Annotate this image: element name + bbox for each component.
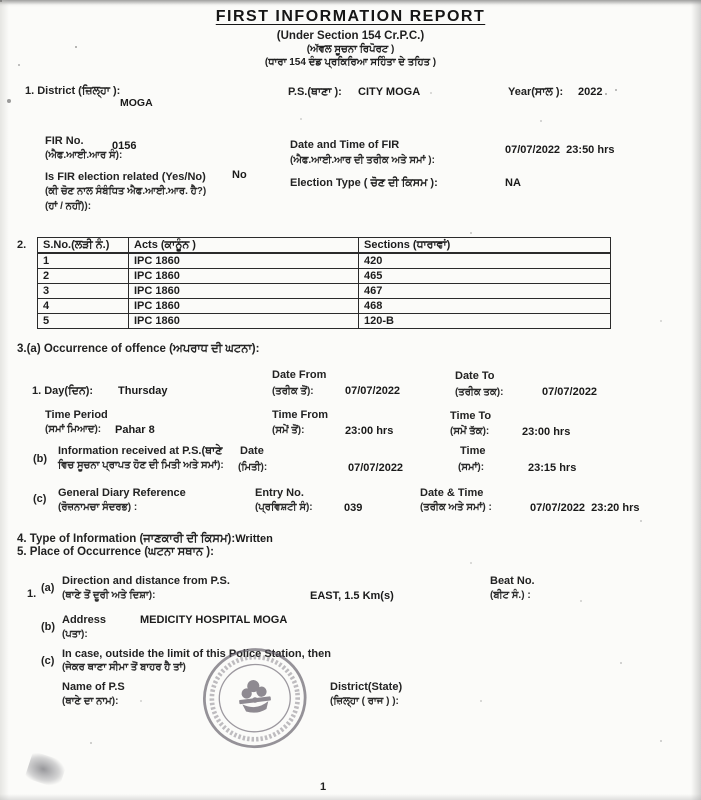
election-related-label-en: Is FIR election related (Yes/No) (45, 171, 206, 183)
address-label-pa: (ਪਤਾ): (62, 629, 88, 640)
district-label: 1. District (ਜ਼ਿਲ੍ਹਾ ): (25, 85, 121, 97)
cell-sno: 5 (38, 314, 129, 329)
cell-section: 420 (359, 253, 611, 269)
date-to-label-en: Date To (455, 370, 495, 382)
document-subtitle-pa2: (ਧਾਰਾ 154 ਦੰਡ ਪ੍ਰਕਿਰਿਆ ਸਹਿੰਤਾ ਦੇ ਤਹਿਤ ) (264, 57, 437, 68)
ps-name-label-pa: (ਥਾਣੇ ਦਾ ਨਾਮ): (62, 696, 119, 707)
cell-act: IPC 1860 (129, 299, 359, 314)
occurrence-heading: 3.(a) Occurrence of offence (ਅਪਰਾਧ ਦੀ ਘਟਨਾ): (17, 343, 260, 355)
gd-datetime-label-en: Date & Time (420, 487, 484, 499)
info-time-label-en: Time (460, 445, 486, 457)
table-row (38, 284, 611, 299)
outside-limit-label-en: In case, outside the limit of this Police Station, then (62, 648, 331, 660)
document-subtitle-pa1: (ਅੱਵਲ ਸੂਚਨਾ ਰਿਪੋਰਟ ) (306, 44, 395, 55)
day-value: Thursday (118, 385, 168, 397)
cell-sno: 4 (38, 299, 129, 314)
fir-datetime-value: 07/07/2022 23:50 hrs (505, 144, 615, 156)
type-of-information-row (17, 529, 273, 547)
time-period-value: Pahar 8 (115, 424, 155, 436)
document-title: FIRST INFORMATION REPORT (215, 8, 486, 25)
beat-no-label-en: Beat No. (490, 575, 535, 587)
fir-no-value: 0156 (112, 140, 137, 152)
type-of-information-label: 4. Type of Information (ਜਾਣਕਾਰੀ ਦੀ ਕਿਸਮ): (17, 533, 236, 545)
place-b-tag: (b) (41, 621, 56, 633)
gd-datetime-value: 07/07/2022 23:20 hrs (530, 502, 640, 514)
table-header-row (38, 238, 611, 254)
district-state-label-en: District(State) (330, 681, 403, 693)
ps-label: P.S.(ਥਾਣਾ ): (288, 86, 342, 98)
place-a-tag: (a) (41, 582, 55, 594)
entry-no-value: 039 (344, 502, 363, 514)
election-related-value: No (232, 169, 247, 181)
election-type-label: Election Type ( ਚੋਣ ਦੀ ਕਿਸਮ ): (290, 177, 438, 189)
cell-act: IPC 1860 (129, 253, 359, 269)
election-related-label-pa: (ਕੀ ਚੋਣ ਨਾਲ ਸੰਬੰਧਿਤ ਐਫ.ਆਈ.ਆਰ. ਹੈ?) (45, 186, 207, 197)
info-received-tag: (b) (33, 453, 48, 465)
scan-edge-top (0, 0, 701, 7)
cell-section: 467 (359, 284, 611, 299)
fir-datetime-label-en: Date and Time of FIR (290, 139, 400, 151)
cell-sno: 3 (38, 284, 129, 299)
cell-section: 468 (359, 299, 611, 314)
day-label: 1. Day(ਦਿਨ): (32, 385, 94, 397)
time-from-label-pa: (ਸਮੇਂ ਤੋਂ): (272, 425, 305, 436)
time-period-label-pa: (ਸਮਾਂ ਮਿਆਦ): (45, 424, 102, 435)
cell-act: IPC 1860 (129, 269, 359, 284)
header-sections: Sections (ਧਾਰਾਵਾਂ) (359, 238, 611, 254)
cell-sno: 1 (38, 253, 129, 269)
scan-edge-left (0, 0, 9, 800)
address-label-en: Address (62, 614, 107, 626)
direction-label-pa: (ਥਾਣੇ ਤੋਂ ਦੂਰੀ ਅਤੇ ਦਿਸ਼ਾ): (62, 590, 156, 601)
place-heading: 5. Place of Occurrence (ਘਟਨਾ ਸਥਾਨ ): (17, 546, 214, 558)
official-round-stamp-ashoka-emblem-icon (190, 637, 321, 763)
header-acts: Acts (ਕਾਨੂੰਨ ) (129, 238, 359, 254)
info-received-label-en: Information received at P.S.(ਥਾਣੇ (58, 445, 223, 457)
ps-name-label-en: Name of P.S (62, 681, 125, 693)
scan-noise-speckles (0, 0, 2, 2)
acts-sections-table (37, 237, 611, 329)
place-item-number: 1. (27, 588, 37, 600)
scan-edge-bottom (0, 794, 701, 800)
place-c-tag: (c) (41, 655, 55, 667)
fir-no-label-pa: (ਐਫ.ਆਈ.ਆਰ ਸੰ): (45, 150, 123, 161)
type-of-information-value: Written (235, 533, 273, 545)
date-to-value: 07/07/2022 (542, 386, 598, 398)
gd-ref-label-pa: (ਰੋਜ਼ਨਾਮਚਾ ਸੰਦਰਭ) : (58, 502, 138, 513)
year-label: Year(ਸਾਲ ): (508, 86, 564, 98)
info-time-label-pa: (ਸਮਾਂ): (458, 462, 485, 473)
info-time-value: 23:15 hrs (528, 462, 577, 474)
election-type-value: NA (505, 177, 521, 189)
fir-datetime-label-pa: (ਐਫ.ਆਈ.ਆਰ ਦੀ ਤਰੀਕ ਅਤੇ ਸਮਾਂ ): (290, 155, 435, 166)
district-value: MOGA (120, 97, 153, 109)
outside-limit-label-pa: (ਜੇਕਰ ਥਾਣਾ ਸੀਮਾ ਤੋਂ ਬਾਹਰ ਹੈ ਤਾਂ) (62, 662, 186, 673)
time-from-value: 23:00 hrs (345, 425, 394, 437)
gd-datetime-label-pa: (ਤਰੀਕ ਅਤੇ ਸਮਾਂ) : (420, 502, 492, 513)
info-date-value: 07/07/2022 (348, 462, 404, 474)
table-row (38, 314, 611, 329)
fir-no-label-en: FIR No. (45, 135, 84, 147)
page-number: 1 (320, 781, 327, 793)
gd-ref-label-en: General Diary Reference (58, 487, 186, 499)
ps-value: CITY MOGA (358, 86, 421, 98)
entry-no-label-pa: (ਪ੍ਰਵਿਸ਼ਟੀ ਸੰ): (255, 502, 313, 513)
table-row (38, 269, 611, 284)
table-row (38, 299, 611, 314)
info-date-label-pa: (ਮਿਤੀ): (238, 462, 268, 473)
entry-no-label-en: Entry No. (255, 487, 304, 499)
date-from-label-pa: (ਤਰੀਕ ਤੋਂ): (272, 386, 314, 397)
info-date-label-en: Date (240, 445, 264, 457)
cell-section: 465 (359, 269, 611, 284)
ink-smudge (25, 751, 68, 789)
election-related-yesno-label: (ਹਾਂ / ਨਹੀਂ)): (45, 201, 92, 212)
date-from-label-en: Date From (272, 369, 327, 381)
direction-value: EAST, 1.5 Km(s) (310, 590, 394, 602)
cell-section: 120-B (359, 314, 611, 329)
acts-section-number: 2. (17, 239, 27, 251)
cell-act: IPC 1860 (129, 284, 359, 299)
date-from-value: 07/07/2022 (345, 385, 401, 397)
cell-sno: 2 (38, 269, 129, 284)
district-state-label-pa: (ਜ਼ਿਲ੍ਹਾ ( ਰਾਜ ) ): (330, 696, 399, 707)
table-row (38, 253, 611, 269)
gd-ref-tag: (c) (33, 493, 47, 505)
year-value: 2022 (578, 86, 603, 98)
direction-label-en: Direction and distance from P.S. (62, 575, 230, 587)
time-from-label-en: Time From (272, 409, 329, 421)
date-to-label-pa: (ਤਰੀਕ ਤਕ): (455, 387, 504, 398)
cell-act: IPC 1860 (129, 314, 359, 329)
time-to-label-pa: (ਸਮੇਂ ਤੱਕ): (450, 426, 490, 437)
time-to-value: 23:00 hrs (522, 426, 571, 438)
document-subtitle-en: (Under Section 154 Cr.P.C.) (276, 30, 425, 42)
info-received-label-pa: ਵਿਚ ਸੂਚਨਾ ਪ੍ਰਾਪਤ ਹੋਣ ਦੀ ਮਿਤੀ ਅਤੇ ਸਮਾਂ): (58, 460, 224, 471)
beat-no-label-pa: (ਬੀਟ ਸੰ.) : (490, 590, 531, 601)
address-value: MEDICITY HOSPITAL MOGA (140, 614, 288, 626)
time-to-label-en: Time To (450, 410, 492, 422)
time-period-label-en: Time Period (45, 409, 108, 421)
header-sno: S.No.(ਲੜੀ ਨੰ.) (38, 238, 129, 254)
scan-edge-right (691, 0, 701, 800)
